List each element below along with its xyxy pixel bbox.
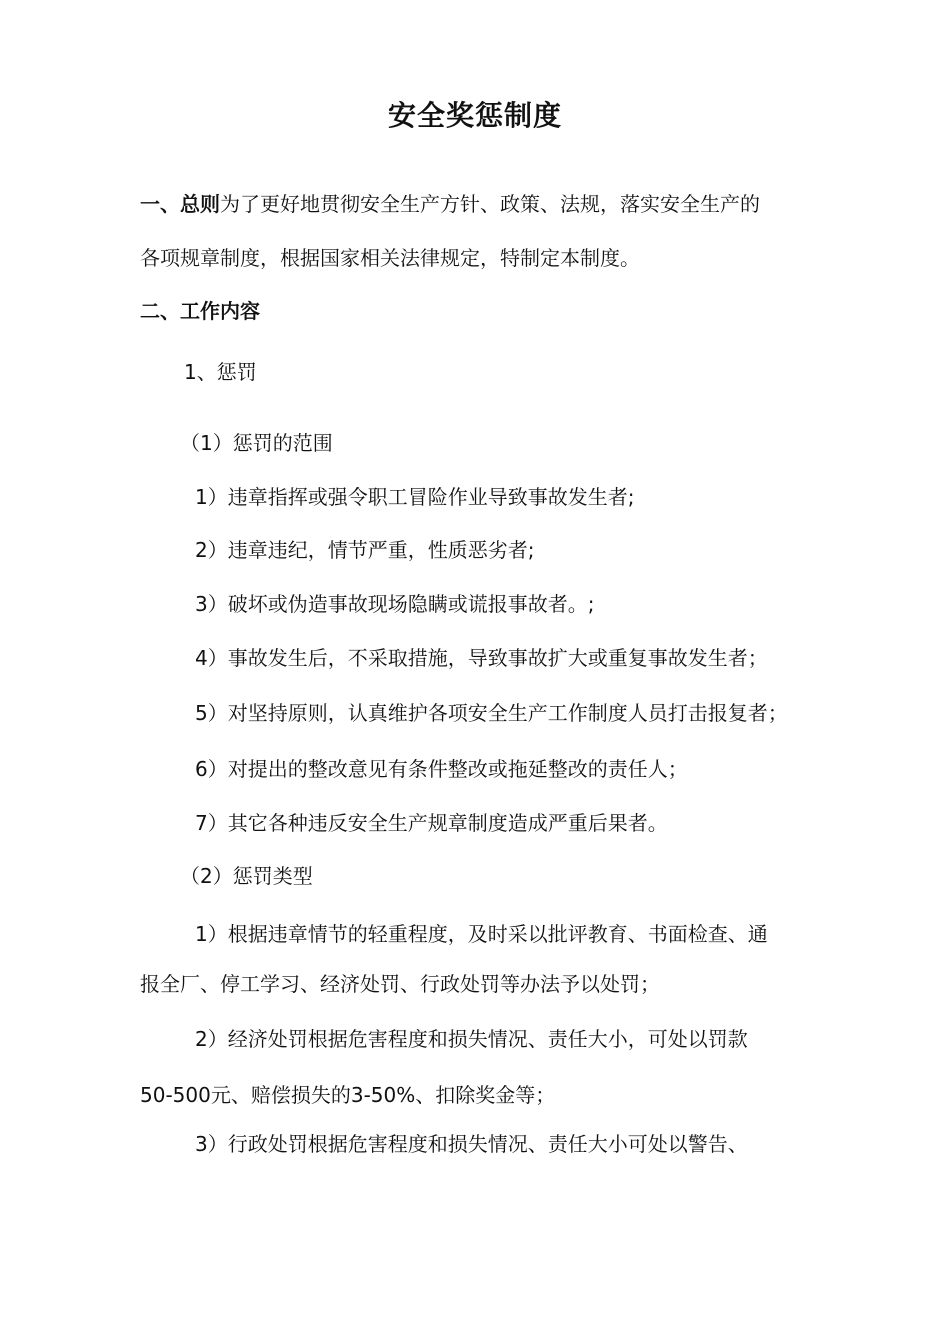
scope-item-1: 1）违章指挥或强令职工冒险作业导致事故发生者;	[195, 485, 635, 509]
section2-sub1: 1、惩罚	[184, 360, 257, 384]
section1-text-line2: 各项规章制度，根据国家相关法律规定，特制定本制度。	[140, 246, 640, 270]
scope-item-4: 4）事故发生后，不采取措施，导致事故扩大或重复事故发生者；	[195, 646, 768, 670]
scope-item-3: 3）破坏或伪造事故现场隐瞒或谎报事故者。;	[195, 592, 595, 616]
scope-item-5: 5）对坚持原则，认真维护各项安全生产工作制度人员打击报复者；	[195, 701, 788, 725]
type-heading: （2）惩罚类型	[180, 864, 313, 888]
section1-text-line1: 为了更好地贯彻安全生产方针、政策、法规，落实安全生产的	[220, 192, 760, 216]
scope-item-7: 7）其它各种违反安全生产规章制度造成严重后果者。	[195, 811, 668, 835]
type-item-2-line2: 50-500元、赔偿损失的3-50%、扣除奖金等；	[140, 1083, 556, 1107]
section1-line1	[140, 192, 760, 216]
type-item-1-line2: 报全厂、停工学习、经济处罚、行政处罚等办法予以处罚；	[140, 972, 660, 996]
section2-heading: 二、工作内容	[140, 299, 260, 323]
scope-item-2: 2）违章违纪，情节严重，性质恶劣者;	[195, 538, 535, 562]
type-item-1-line1: 1）根据违章情节的轻重程度，及时采以批评教育、书面检查、通	[195, 922, 768, 946]
section1-heading: 一、总则	[140, 192, 220, 216]
type-item-2-line1: 2）经济处罚根据危害程度和损失情况、责任大小，可处以罚款	[195, 1027, 748, 1051]
scope-heading: （1）惩罚的范围	[180, 431, 333, 455]
scope-item-6: 6）对提出的整改意见有条件整改或拖延整改的责任人；	[195, 757, 688, 781]
type-item-3-line1: 3）行政处罚根据危害程度和损失情况、责任大小可处以警告、	[195, 1132, 748, 1156]
document-title: 安全奖惩制度	[387, 99, 562, 132]
